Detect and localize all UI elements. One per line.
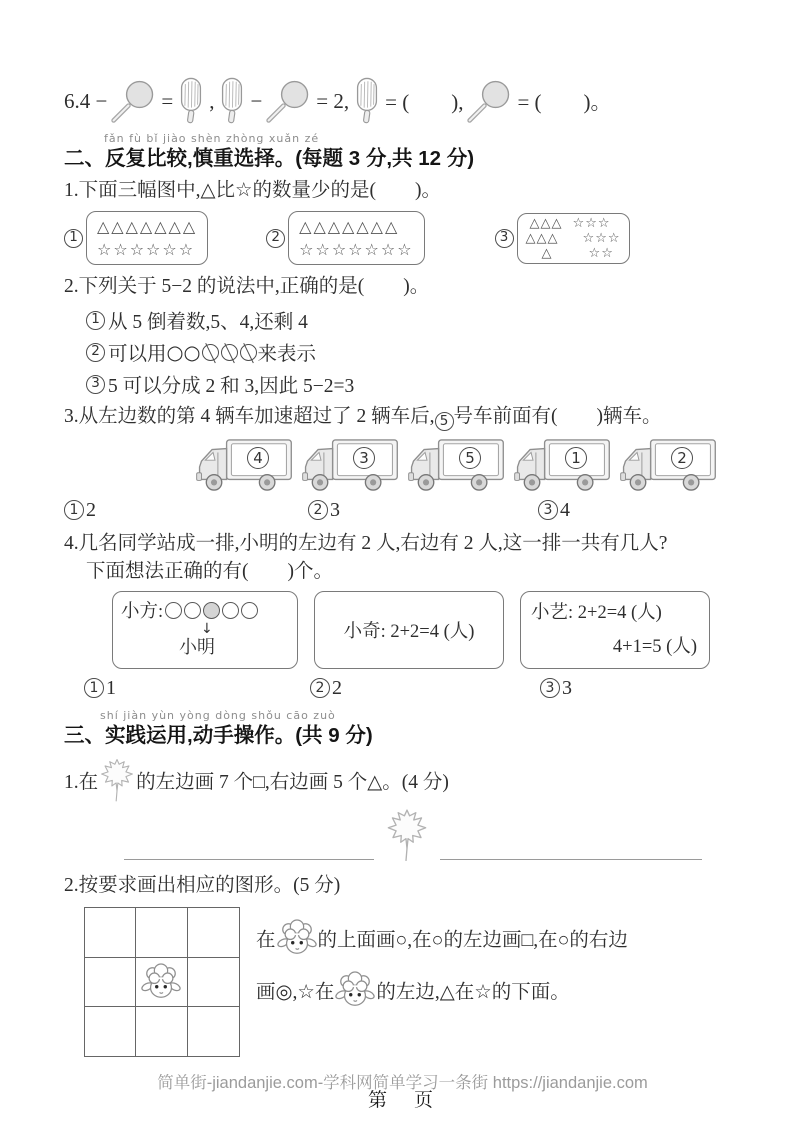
- maple-leaf-icon: [384, 807, 430, 863]
- circle: [241, 602, 258, 619]
- instruction-line-2: [256, 971, 740, 1009]
- truck-row: [190, 437, 741, 493]
- circled-number-2: 2: [266, 229, 285, 248]
- sheep-icon: [140, 963, 182, 1001]
- q6-minus: −: [250, 88, 263, 113]
- q1-figure-3: [495, 213, 630, 264]
- crossed-circle-icon: [202, 344, 219, 361]
- circled-number-3: 3: [540, 678, 560, 698]
- q6-blank-2: = ( )。: [517, 90, 612, 114]
- option-value: 3: [562, 676, 572, 699]
- question-2-4-line2: 下面想法正确的有( )个。: [86, 561, 333, 583]
- truck-icon: [614, 437, 720, 493]
- question-3-2: 2.按要求画出相应的图形。(5 分): [64, 875, 341, 897]
- question-6: [64, 76, 741, 126]
- drawing-grid: [84, 907, 240, 1057]
- question-2-2: 2.下列关于 5−2 的说法中,正确的是( )。: [64, 276, 430, 297]
- popsicle-icon: [175, 76, 207, 126]
- option-value: 1: [106, 676, 116, 699]
- option-value: 2: [86, 498, 96, 521]
- q3-text-pre: 3.从左边数的第 4 辆车加速超过了 2 辆车后,: [64, 406, 435, 427]
- xiaoyi-line-1: [531, 598, 699, 624]
- section3-title-text: 三、实践运用,动手操作。: [64, 724, 296, 748]
- student-label: 小艺:: [531, 603, 578, 624]
- star-row: ☆☆☆: [582, 230, 621, 246]
- right-answer-line: [440, 859, 702, 860]
- shape-box-2: [288, 211, 424, 265]
- star-row: ☆☆: [588, 245, 614, 261]
- statement-text: 来表示: [257, 344, 317, 365]
- truck-icon: [402, 437, 508, 493]
- q4-option-2: [310, 677, 342, 700]
- grid-cell: [85, 908, 136, 957]
- sheep-icon: [334, 971, 376, 1009]
- plain-circles: ○○: [166, 340, 201, 364]
- q3-option-1: [64, 499, 96, 522]
- q1-figure-1: [64, 211, 208, 265]
- instr-text: 的左边,△在☆的下面。: [376, 982, 570, 1004]
- circled-number-1: 1: [64, 229, 83, 248]
- instr-text: 在: [256, 930, 276, 952]
- page-number-label: 第 页: [367, 1090, 437, 1112]
- star-row: ☆☆☆☆☆☆☆: [299, 240, 414, 259]
- q2-instructions: [256, 907, 740, 1057]
- option-value: 4: [560, 498, 570, 521]
- grid-cell: [85, 958, 136, 1007]
- option-value: 3: [330, 498, 340, 521]
- q6-comma: ,: [209, 88, 215, 113]
- q6-blank-1: = ( ),: [385, 90, 464, 114]
- shape-box-1: [86, 211, 208, 265]
- circled-number-5: 5: [435, 412, 454, 431]
- circled-number-2: 2: [308, 500, 328, 520]
- q3-text-post: 号车前面有( )辆车。: [453, 406, 662, 427]
- statement-text: 5 可以分成 2 和 3,因此 5−2=3: [108, 376, 355, 397]
- star-row: ☆☆☆☆☆☆: [97, 240, 196, 259]
- section3-title: [64, 722, 741, 749]
- circled-number-1: 1: [86, 311, 105, 330]
- lollipop-icon: [264, 77, 314, 125]
- truck-icon: [296, 437, 402, 493]
- q4-box-xiaoqi: [314, 591, 504, 669]
- q2-statement-1: [86, 308, 741, 332]
- triangle-cluster: [526, 216, 563, 261]
- q3-option-3: [538, 499, 570, 522]
- question-2-4-line1: 4.几名同学站成一排,小明的左边有 2 人,右边有 2 人,这一排一共有几人?: [64, 533, 668, 555]
- q4-option-1: [84, 677, 116, 700]
- section2-score: (每题 3 分,共 12 分): [295, 147, 475, 170]
- popsicle-icon: [351, 76, 383, 126]
- student-label: 小方:: [121, 602, 164, 623]
- q2-work-area: [64, 907, 741, 1057]
- star-row: ☆☆☆: [572, 215, 611, 231]
- truck-number: 4: [247, 447, 269, 469]
- truck-icon: [508, 437, 614, 493]
- instr-text: 的上面画○,在○的左边画□,在○的右边: [317, 930, 628, 952]
- statement-text: 可以用: [108, 344, 167, 365]
- drawing-area: [64, 807, 741, 863]
- circle: [222, 602, 239, 619]
- instr-text: 画◎,☆在: [256, 982, 335, 1004]
- truck-icon: [190, 437, 296, 493]
- circled-number-3: 3: [495, 229, 514, 248]
- marked-circle: [203, 602, 220, 619]
- section2-pinyin: fǎn fù bǐ jiào shèn zhòng xuǎn zé: [104, 132, 320, 145]
- section3-score: (共 9 分): [295, 724, 373, 748]
- statement-text: 从 5 倒着数,5、4,还剩 4: [108, 312, 308, 333]
- truck-number: 1: [565, 447, 587, 469]
- triangle-row: △△△△△△△: [299, 217, 400, 236]
- q4-options: [64, 675, 741, 701]
- triangle-row: △△△: [529, 215, 563, 231]
- q1-text-pre: 1.在: [64, 772, 99, 794]
- q6-equals-2: = 2,: [316, 88, 350, 113]
- grid-cell: [188, 958, 239, 1007]
- q4-option-3: [540, 677, 572, 700]
- q3-option-2: [308, 499, 340, 522]
- xiaoming-label: 小明: [179, 637, 215, 658]
- option-value: 2: [332, 676, 342, 699]
- circled-number-1: 1: [64, 500, 84, 520]
- q4-box-xiaofang: [112, 591, 298, 669]
- q1-figure-2: [266, 211, 424, 265]
- truck-number: 3: [353, 447, 375, 469]
- grid-cell: [188, 908, 239, 957]
- circled-number-3: 3: [86, 375, 105, 394]
- q1-figures: [64, 210, 741, 266]
- q4-answer-boxes: [64, 591, 741, 669]
- xiaoqi-equation: 小奇: 2+2=4 (人): [343, 622, 475, 643]
- popsicle-icon: [216, 76, 248, 126]
- circled-number-3: 3: [538, 500, 558, 520]
- question-2-3: [64, 404, 741, 431]
- question-3-1: [64, 757, 741, 803]
- maple-leaf-icon: [98, 757, 136, 803]
- q3-options: [64, 497, 741, 523]
- left-answer-line: [124, 859, 374, 860]
- equation-2: 4+1=5 (人): [612, 637, 697, 658]
- grid-cell: [136, 1007, 187, 1056]
- circle: [184, 602, 201, 619]
- grid-cell-sheep: [136, 958, 187, 1007]
- equation-1: 2+2=4 (人): [577, 603, 662, 624]
- question-2-1: 1.下面三幅图中,△比☆的数量少的是( )。: [64, 180, 441, 201]
- triangle-row: △△△△△△△: [97, 217, 198, 236]
- triangle-row: △: [541, 245, 553, 261]
- q2-statement-3: [86, 372, 741, 396]
- grid-cell: [85, 1007, 136, 1056]
- section2-title: [64, 145, 741, 172]
- q6-equals: =: [161, 88, 174, 113]
- truck-number: 5: [459, 447, 481, 469]
- q4-box-xiaoyi: [520, 591, 710, 669]
- lollipop-icon: [109, 77, 159, 125]
- grid-cell: [136, 908, 187, 957]
- q2-statement-2: [86, 340, 741, 364]
- triangle-row: △△△: [525, 230, 559, 246]
- star-cluster: [573, 216, 621, 261]
- grid-cell: [188, 1007, 239, 1056]
- lollipop-icon: [465, 77, 515, 125]
- crossed-circle-icon: [221, 344, 238, 361]
- instruction-line-1: [256, 919, 740, 957]
- crossed-circle-icon: [240, 344, 257, 361]
- circled-number-2: 2: [310, 678, 330, 698]
- down-arrow-icon: ↓: [201, 621, 213, 638]
- q1-text-post: 的左边画 7 个□,右边画 5 个△。(4 分): [136, 772, 449, 794]
- q6-text: 6.4 −: [64, 88, 108, 113]
- truck-number: 2: [671, 447, 693, 469]
- sheep-icon: [276, 919, 318, 957]
- shape-box-3: [517, 213, 630, 264]
- circle: [165, 602, 182, 619]
- section2-title-text: 二、反复比较,慎重选择。: [64, 147, 296, 170]
- section3-pinyin: shí jiàn yùn yòng dòng shǒu cāo zuò: [100, 709, 336, 723]
- watermark-site-url: 简单街-jiandanjie.com-学科网简单学习一条街 https://jiandanjie.com: [157, 1074, 648, 1093]
- circled-number-2: 2: [86, 343, 105, 362]
- circled-number-1: 1: [84, 678, 104, 698]
- xiaofang-line: [121, 597, 289, 623]
